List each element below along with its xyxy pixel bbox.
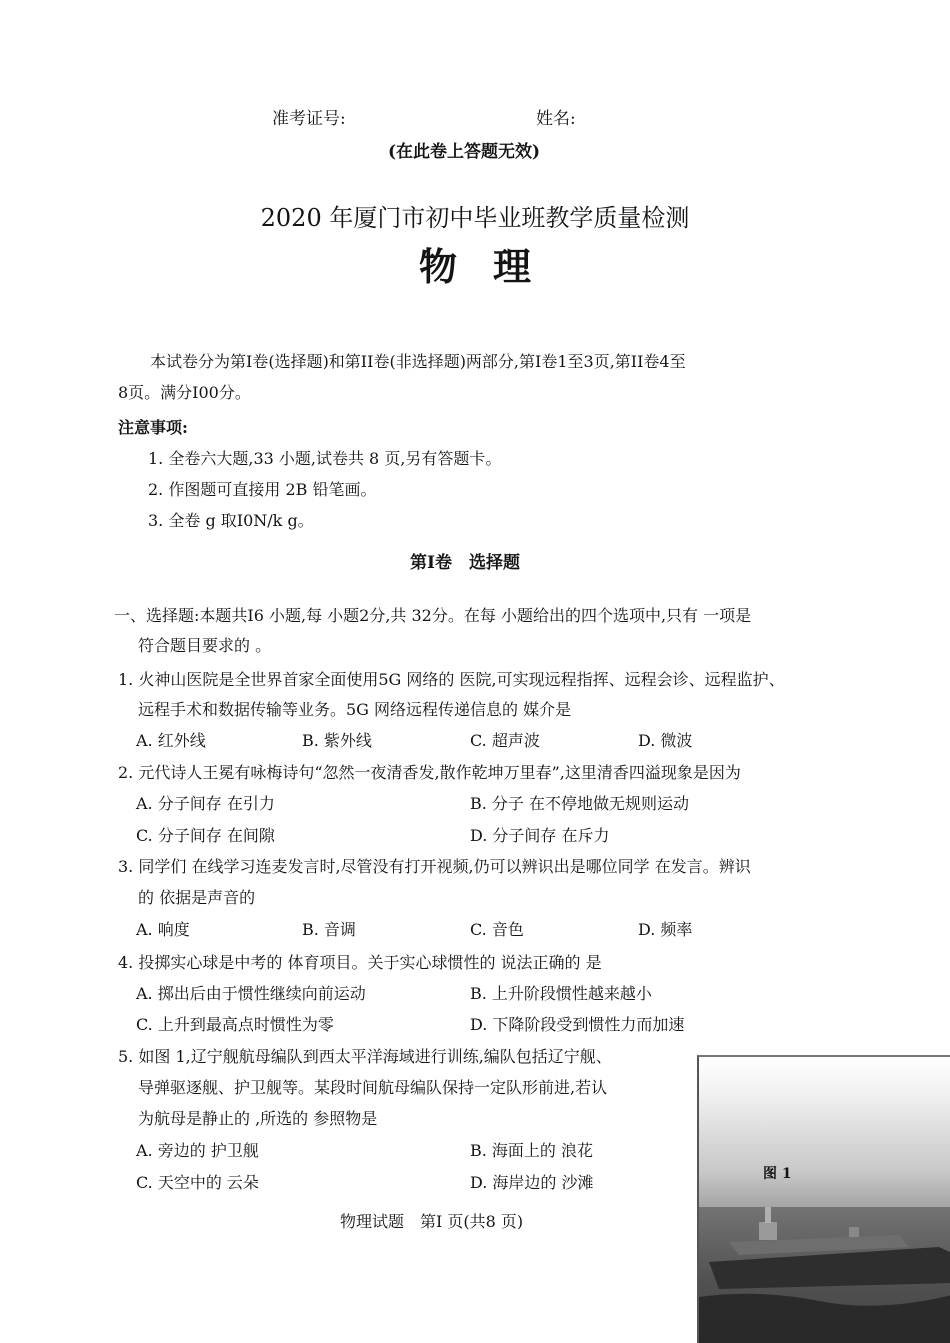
question-text: 4. 投掷实心球是中考的 体育项目。关于实心球惯性的 说法正确的 是	[118, 953, 602, 972]
subject-title: 物理	[418, 244, 567, 289]
notes-heading: 注意事项:	[118, 418, 188, 437]
note-item: 2. 作图题可直接用 2B 铅笔画。	[148, 480, 377, 499]
question-text: 2. 元代诗人王冕有咏梅诗句“忽然一夜清香发,散作乾坤万里春”,这里清香四溢现象是因为	[118, 763, 741, 782]
student-name-label: 姓名:	[536, 109, 576, 129]
note-item: 1. 全卷六大题,33 小题,试卷共 8 页,另有答题卡。	[148, 449, 502, 468]
option-d: D. 微波	[638, 731, 693, 750]
option-a: A. 分子间存 在引力	[136, 794, 275, 813]
option-d: D. 海岸边的 沙滩	[470, 1173, 594, 1192]
figure-1-carrier-photo	[697, 1055, 950, 1343]
question-text: 1. 火神山医院是全世界首家全面使用5G 网络的 医院,可实现远程指挥、远程会诊、远程监护、	[118, 670, 785, 689]
option-d: D. 频率	[638, 920, 693, 939]
question-text: 的 依据是声音的	[138, 888, 256, 907]
question-text: 为航母是静止的 ,所选的 参照物是	[138, 1109, 378, 1128]
option-a: A. 旁边的 护卫舰	[136, 1141, 259, 1160]
option-a: A. 响度	[136, 920, 190, 939]
section-instructions-line-2: 符合题目要求的 。	[138, 636, 272, 655]
option-d: D. 分子间存 在斥力	[470, 826, 610, 845]
exam-number-label: 准考证号:	[272, 109, 346, 129]
intro-line-1: 本试卷分为第Ⅰ卷(选择题)和第ⅠⅠ卷(非选择题)两部分,第Ⅰ卷1至3页,第ⅠⅠ卷4至	[150, 352, 686, 371]
page-footer: 物理试题 第Ⅰ 页(共8 页)	[340, 1212, 524, 1231]
section-title: 第Ⅰ卷 选择题	[410, 553, 520, 573]
option-d: D. 下降阶段受到惯性力而加速	[470, 1015, 685, 1034]
option-c: C. 天空中的 云朵	[136, 1173, 259, 1192]
note-item: 3. 全卷 g 取Ⅰ0N/k g。	[148, 511, 314, 530]
intro-line-2: 8页。满分Ⅰ00分。	[118, 383, 251, 402]
question-text: 远程手术和数据传输等业务。5G 网络远程传递信息的 媒介是	[138, 700, 572, 719]
exam-title: 2020 年厦门市初中毕业班教学质量检测	[260, 204, 690, 232]
option-a: A. 掷出后由于惯性继续向前运动	[136, 984, 366, 1003]
option-c: C. 超声波	[470, 731, 540, 750]
carrier-image	[699, 1057, 950, 1343]
option-c: C. 分子间存 在间隙	[136, 826, 275, 845]
question-text: 导弹驱逐舰、护卫舰等。某段时间航母编队保持一定队形前进,若认	[138, 1078, 608, 1097]
question-text: 5. 如图 1,辽宁舰航母编队到西太平洋海域进行训练,编队包括辽宁舰、	[118, 1047, 612, 1066]
option-b: B. 海面上的 浪花	[470, 1141, 594, 1160]
option-c: C. 音色	[470, 920, 524, 939]
option-c: C. 上升到最高点时惯性为零	[136, 1015, 334, 1034]
option-b: B. 分子 在不停地做无规则运动	[470, 794, 690, 813]
figure-label: 图 1	[763, 1166, 792, 1182]
option-a: A. 红外线	[136, 731, 206, 750]
invalid-answer-notice: (在此卷上答题无效)	[388, 142, 541, 162]
option-b: B. 音调	[302, 920, 356, 939]
question-text: 3. 同学们 在线学习连麦发言时,尽管没有打开视频,仍可以辨识出是哪位同学 在发言。辨识	[118, 857, 751, 876]
option-b: B. 上升阶段惯性越来越小	[470, 984, 652, 1003]
section-instructions-line-1: 一、选择题:本题共Ⅰ6 小题,每 小题2分,共 32分。在每 小题给出的四个选项中,只有 一项是	[114, 606, 752, 625]
option-b: B. 紫外线	[302, 731, 372, 750]
